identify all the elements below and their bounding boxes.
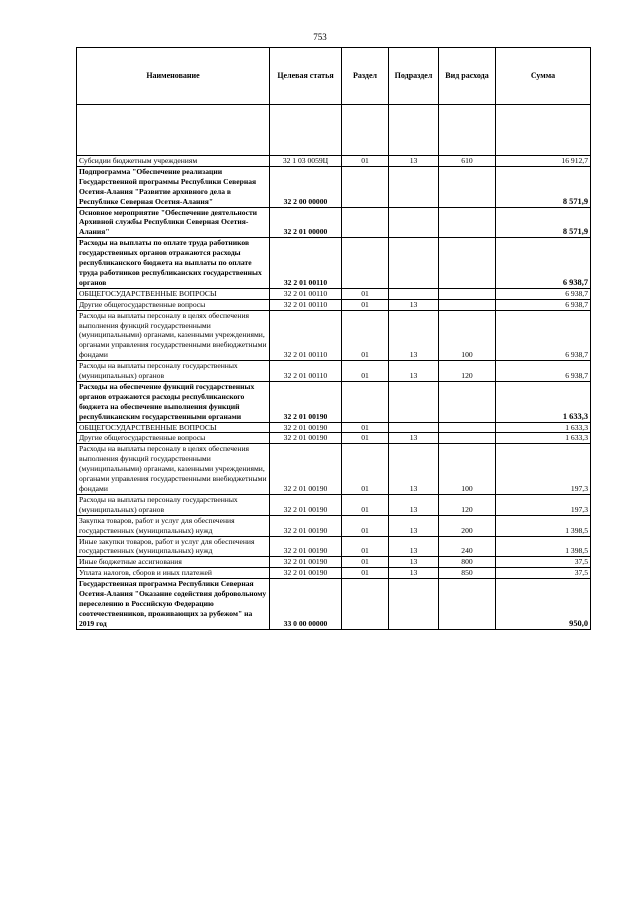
cell-type	[439, 579, 496, 630]
cell-name: Уплата налогов, сборов и иных платежей	[77, 568, 270, 579]
header-subsection: Подраздел	[389, 48, 439, 105]
cell-target: 32 2 01 00190	[270, 433, 342, 444]
cell-subsection: 13	[389, 156, 439, 167]
cell-amount: 37,5	[496, 557, 591, 568]
cell-name: Расходы на выплаты персоналу государственных (муниципальных) органов	[77, 494, 270, 515]
cell-target: 32 2 01 00190	[270, 381, 342, 422]
cell-subsection	[389, 422, 439, 433]
cell-amount: 1 398,5	[496, 515, 591, 536]
cell-target: 32 2 01 00110	[270, 310, 342, 361]
cell-subsection	[389, 579, 439, 630]
cell-section	[342, 238, 389, 289]
cell-amount: 950,0	[496, 579, 591, 630]
cell-amount: 197,3	[496, 494, 591, 515]
cell-name: Расходы на выплаты по оплате труда работников государственных органов отражаются расходы республиканского бюджета на выплаты по оплате труда работников республиканских государственных органов	[77, 238, 270, 289]
cell-name: Другие общегосударственные вопросы	[77, 299, 270, 310]
cell-section	[342, 579, 389, 630]
header-target: Целевая статья	[270, 48, 342, 105]
cell-amount: 6 938,7	[496, 299, 591, 310]
cell-name: Иные закупки товаров, работ и услуг для обеспечения государственных (муниципальных) нужд	[77, 536, 270, 557]
cell-target: 32 2 01 00190	[270, 515, 342, 536]
cell-type	[439, 433, 496, 444]
header-amount: Сумма	[496, 48, 591, 105]
cell-amount: 6 938,7	[496, 310, 591, 361]
cell-name: Расходы на выплаты персоналу государственных (муниципальных) органов	[77, 361, 270, 382]
cell-target: 32 2 01 00110	[270, 238, 342, 289]
cell-target: 32 2 01 00190	[270, 444, 342, 495]
cell-name: Закупка товаров, работ и услуг для обеспечения государственных (муниципальных) нужд	[77, 515, 270, 536]
cell-type	[439, 288, 496, 299]
cell-amount: 8 571,9	[496, 207, 591, 238]
cell-type	[439, 381, 496, 422]
cell-amount: 6 938,7	[496, 361, 591, 382]
cell-subsection	[389, 288, 439, 299]
table-row	[77, 299, 591, 310]
cell-amount: 16 912,7	[496, 156, 591, 167]
cell-amount: 6 938,7	[496, 288, 591, 299]
cell-name: Другие общегосударственные вопросы	[77, 433, 270, 444]
cell-name: Основное мероприятие "Обеспечение деятельности Архивной службы Республики Северная Осетия-Алания"	[77, 207, 270, 238]
cell-section: 01	[342, 288, 389, 299]
cell-section	[342, 381, 389, 422]
cell-name: Государственная программа Республики Северная Осетия-Алания "Оказание содействия добровольному переселению в Российскую Федерацию соотечественников, проживающих за рубежом" на 2019 год	[77, 579, 270, 630]
cell-section: 01	[342, 422, 389, 433]
cell-section: 01	[342, 156, 389, 167]
cell-amount: 8 571,9	[496, 166, 591, 207]
table-row	[77, 579, 591, 630]
budget-table	[76, 47, 591, 630]
cell-subsection	[389, 207, 439, 238]
cell-target: 32 1 03 0059Ц	[270, 156, 342, 167]
cell-name: Расходы на выплаты персоналу в целях обеспечения выполнения функций государственными (муниципальными) органами, казенными учреждениями, органами управления государственными внебюджетными фондами	[77, 444, 270, 495]
cell-subsection: 13	[389, 361, 439, 382]
header-section: Раздел	[342, 48, 389, 105]
cell-type: 100	[439, 310, 496, 361]
cell-type	[439, 207, 496, 238]
cell-type: 120	[439, 361, 496, 382]
table-header-row	[77, 48, 591, 105]
cell-section: 01	[342, 310, 389, 361]
header-name: Наименование	[77, 48, 270, 105]
table-row	[77, 381, 591, 422]
table-row	[77, 494, 591, 515]
cell-section	[342, 207, 389, 238]
cell-subsection: 13	[389, 515, 439, 536]
table-row	[77, 361, 591, 382]
cell-section: 01	[342, 557, 389, 568]
cell-type: 240	[439, 536, 496, 557]
cell-subsection: 13	[389, 536, 439, 557]
cell-name: ОБЩЕГОСУДАРСТВЕННЫЕ ВОПРОСЫ	[77, 288, 270, 299]
cell-amount: 37,5	[496, 568, 591, 579]
cell-name: Расходы на выплаты персоналу в целях обеспечения выполнения функций государственными (муниципальными) органами, казенными учреждениями, органами управления государственными внебюджетными фондами	[77, 310, 270, 361]
table-row	[77, 288, 591, 299]
cell-type: 120	[439, 494, 496, 515]
table-row	[77, 422, 591, 433]
cell-section: 01	[342, 433, 389, 444]
header-expense-type: Вид расхода	[439, 48, 496, 105]
table-row	[77, 557, 591, 568]
cell-type: 200	[439, 515, 496, 536]
cell-target: 32 2 01 00190	[270, 422, 342, 433]
cell-subsection	[389, 166, 439, 207]
cell-target: 32 2 01 00110	[270, 361, 342, 382]
cell-name: Иные бюджетные ассигнования	[77, 557, 270, 568]
table-row	[77, 207, 591, 238]
cell-section: 01	[342, 568, 389, 579]
cell-section: 01	[342, 444, 389, 495]
cell-type: 100	[439, 444, 496, 495]
cell-subsection: 13	[389, 444, 439, 495]
cell-type: 800	[439, 557, 496, 568]
cell-subsection: 13	[389, 568, 439, 579]
cell-section	[342, 166, 389, 207]
cell-subsection	[389, 381, 439, 422]
cell-section: 01	[342, 515, 389, 536]
cell-amount: 197,3	[496, 444, 591, 495]
cell-section: 01	[342, 361, 389, 382]
cell-section: 01	[342, 536, 389, 557]
table-row	[77, 238, 591, 289]
table-row	[77, 536, 591, 557]
cell-type	[439, 166, 496, 207]
cell-type: 850	[439, 568, 496, 579]
cell-target: 32 2 01 00000	[270, 207, 342, 238]
cell-subsection: 13	[389, 310, 439, 361]
cell-type: 610	[439, 156, 496, 167]
cell-subsection	[389, 238, 439, 289]
cell-section: 01	[342, 299, 389, 310]
cell-target: 32 2 01 00190	[270, 568, 342, 579]
table-row	[77, 444, 591, 495]
table-row	[77, 166, 591, 207]
page-number: 753	[313, 32, 327, 42]
cell-section: 01	[342, 494, 389, 515]
cell-target: 32 2 01 00190	[270, 536, 342, 557]
cell-amount: 1 398,5	[496, 536, 591, 557]
cell-amount: 1 633,3	[496, 433, 591, 444]
cell-subsection: 13	[389, 433, 439, 444]
cell-target: 32 2 01 00110	[270, 288, 342, 299]
cell-target: 33 0 00 00000	[270, 579, 342, 630]
cell-subsection: 13	[389, 299, 439, 310]
cell-name: Подпрограмма "Обеспечение реализации Государственной программы Республики Северная Осетия-Алания "Развитие архивного дела в Республике Северная Осетия-Алания"	[77, 166, 270, 207]
cell-name: Субсидии бюджетным учреждениям	[77, 156, 270, 167]
cell-amount: 1 633,3	[496, 422, 591, 433]
table-row	[77, 156, 591, 167]
cell-amount: 6 938,7	[496, 238, 591, 289]
cell-type	[439, 422, 496, 433]
cell-target: 32 2 01 00110	[270, 299, 342, 310]
cell-amount: 1 633,3	[496, 381, 591, 422]
table-row	[77, 433, 591, 444]
cell-subsection: 13	[389, 494, 439, 515]
cell-name: Расходы на обеспечение функций государственных органов отражаются расходы республиканского бюджета на обеспечение выполнения функций республиканским государственными органами	[77, 381, 270, 422]
table-row	[77, 310, 591, 361]
table-row	[77, 568, 591, 579]
cell-target: 32 2 01 00190	[270, 557, 342, 568]
cell-subsection: 13	[389, 557, 439, 568]
blank-row	[77, 105, 591, 156]
table-row	[77, 515, 591, 536]
cell-target: 32 2 01 00190	[270, 494, 342, 515]
cell-type	[439, 238, 496, 289]
cell-target: 32 2 00 00000	[270, 166, 342, 207]
cell-name: ОБЩЕГОСУДАРСТВЕННЫЕ ВОПРОСЫ	[77, 422, 270, 433]
cell-type	[439, 299, 496, 310]
